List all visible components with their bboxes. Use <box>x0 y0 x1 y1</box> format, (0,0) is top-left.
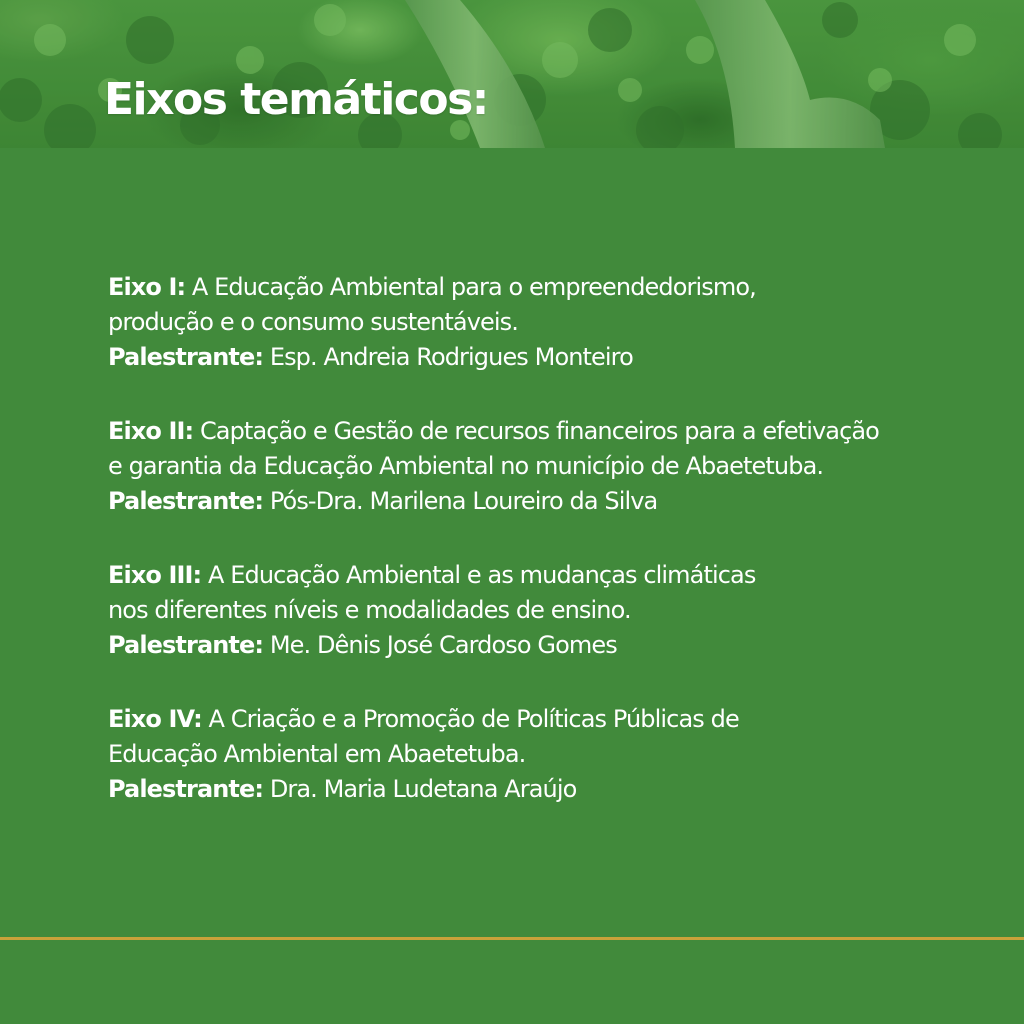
speaker-line <box>108 484 988 519</box>
speaker-line <box>108 628 988 663</box>
axis-label: Eixo I: <box>108 273 186 301</box>
axis-description-line: Educação Ambiental em Abaetetuba. <box>108 740 526 768</box>
axis-description-line: produção e o consumo sustentáveis. <box>108 308 519 336</box>
axis-description-line <box>108 702 988 737</box>
axis-item-4 <box>108 702 988 807</box>
speaker-label: Palestrante: <box>108 775 264 803</box>
axis-item-1 <box>108 270 988 375</box>
axis-description-line <box>108 414 988 449</box>
axis-description-line <box>108 270 988 305</box>
speaker-line <box>108 772 988 807</box>
axis-description: Captação e Gestão de recursos financeiros para a efetivação <box>199 417 879 445</box>
speaker-label: Palestrante: <box>108 487 264 515</box>
speaker-name: Esp. Andreia Rodrigues Monteiro <box>269 343 633 371</box>
header-banner <box>0 0 1024 148</box>
axis-label: Eixo II: <box>108 417 194 445</box>
axis-description-line <box>108 558 988 593</box>
page-title: Eixos temáticos: <box>104 74 488 125</box>
speaker-name: Pós-Dra. Marilena Loureiro da Silva <box>269 487 658 515</box>
speaker-name: Dra. Maria Ludetana Araújo <box>269 775 577 803</box>
footer-divider <box>0 937 1024 940</box>
speaker-line <box>108 340 988 375</box>
speaker-label: Palestrante: <box>108 343 264 371</box>
speaker-name: Me. Dênis José Cardoso Gomes <box>269 631 617 659</box>
axis-description-line: e garantia da Educação Ambiental no município de Abaetetuba. <box>108 452 824 480</box>
axis-description-line: nos diferentes níveis e modalidades de ensino. <box>108 596 631 624</box>
axis-item-2 <box>108 414 988 519</box>
axis-description: A Criação e a Promoção de Políticas Públicas de <box>208 705 739 733</box>
axis-description: A Educação Ambiental e as mudanças climáticas <box>207 561 756 589</box>
axis-description: A Educação Ambiental para o empreendedorismo, <box>191 273 756 301</box>
axis-label: Eixo III: <box>108 561 202 589</box>
axes-list <box>108 270 988 846</box>
axis-item-3 <box>108 558 988 663</box>
axis-label: Eixo IV: <box>108 705 202 733</box>
speaker-label: Palestrante: <box>108 631 264 659</box>
